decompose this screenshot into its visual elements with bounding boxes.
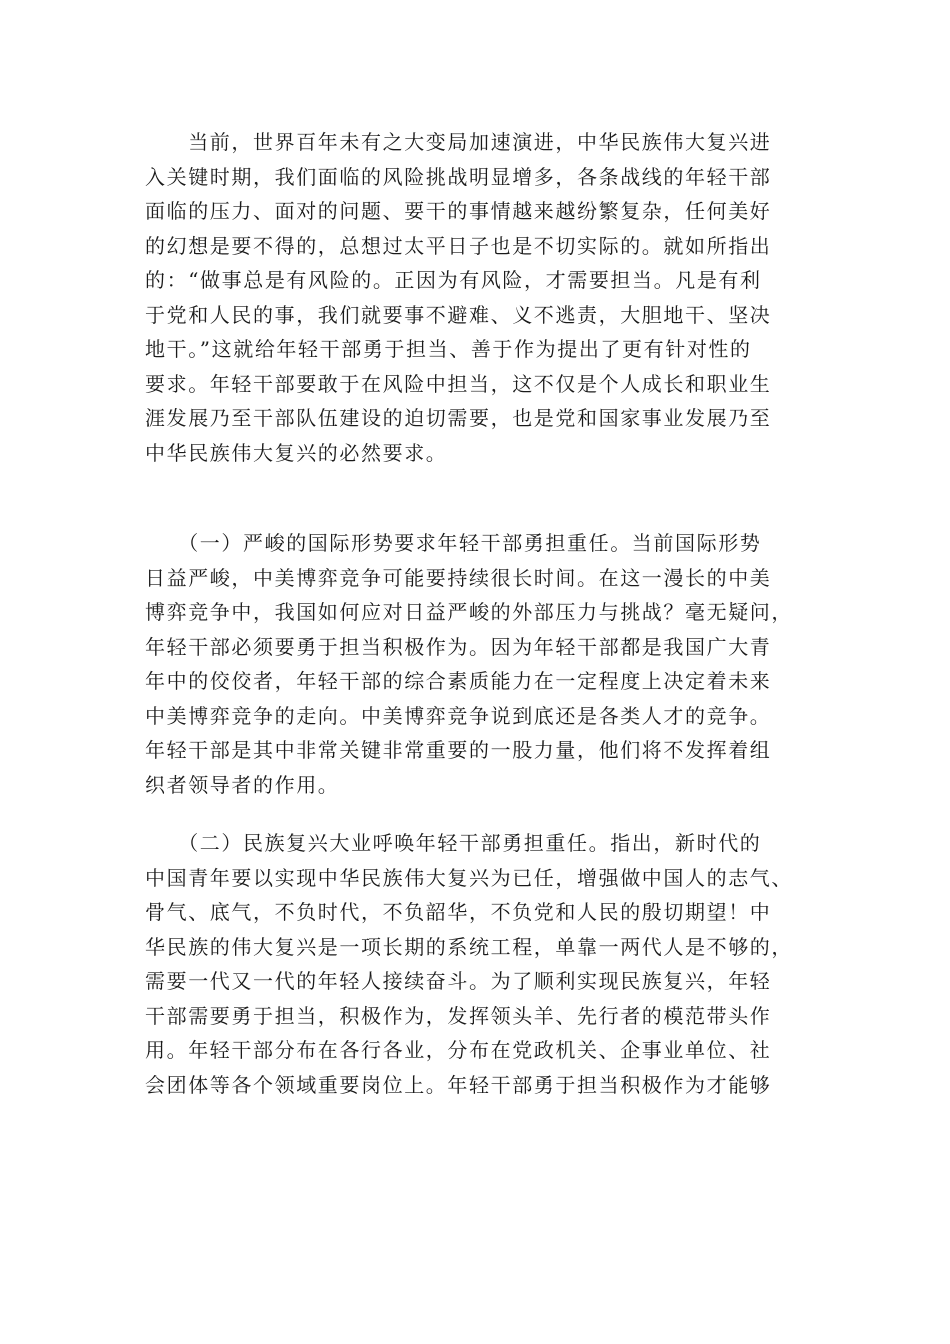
text-line: 织者领导者的作用。	[145, 772, 340, 797]
text-line: 日益严峻，中美博弈竞争可能要持续很长时间。在这一漫长的中美	[145, 565, 772, 590]
text-line: 的幻想是要不得的，总想过太平日子也是不切实际的。就如所指出	[145, 233, 772, 258]
paragraph-intro	[145, 125, 810, 470]
text-line: 骨气、底气，不负时代，不负韶华，不负党和人民的殷切期望！中	[145, 900, 772, 924]
text-line: 干部需要勇于担当，积极作为，发挥领头羊、先行者的模范带头作	[145, 1003, 772, 1028]
text-line: 面临的压力、面对的问题、要干的事情越来越纷繁复杂，任何美好	[145, 199, 772, 223]
text-line: 用。年轻干部分布在各行各业，分布在党政机关、企事业单位、社	[145, 1038, 772, 1062]
text-line: 需要一代又一代的年轻人接续奋斗。为了顺利实现民族复兴，年轻	[145, 969, 772, 993]
text-line: 年中的佼佼者，年轻干部的综合素质能力在一定程度上决定着未来	[145, 669, 772, 693]
text-line: 中国青年要以实现中华民族伟大复兴为已任，增强做中国人的志气、	[145, 865, 793, 890]
text-line: 会团体等各个领域重要岗位上。年轻干部勇于担当积极作为才能够	[145, 1072, 772, 1097]
paragraph-section-one	[145, 526, 810, 802]
text-line: 的：“做事总是有风险的。正因为有风险，才需要担当。凡是有利	[145, 268, 762, 292]
text-line: 涯发展乃至干部队伍建设的迫切需要，也是党和国家事业发展乃至	[145, 406, 772, 430]
text-line: （一）严峻的国际形势要求年轻干部勇担重任。当前国际形势	[145, 531, 762, 555]
text-line: 要求。年轻干部要敢于在风险中担当，这不仅是个人成长和职业生	[145, 371, 772, 396]
text-line: 于党和人民的事，我们就要事不避难、义不逃责，大胆地干、坚决	[145, 302, 772, 327]
text-line: 年轻干部是其中非常关键非常重要的一股力量，他们将不发挥着组	[145, 738, 772, 762]
text-line: 当前，世界百年未有之大变局加速演进，中华民族伟大复兴进	[145, 130, 772, 154]
text-line: 华民族的伟大复兴是一项长期的系统工程，单靠一两代人是不够的，	[145, 934, 793, 959]
text-line: 博弈竞争中，我国如何应对日益严峻的外部压力与挑战？毫无疑问，	[145, 600, 793, 624]
text-line: 中美博弈竞争的走向。中美博弈竞争说到底还是各类人才的竞争。	[145, 703, 772, 728]
text-line: 地干。”这就给年轻干部勇于担当、善于作为提出了更有针对性的	[145, 337, 752, 361]
text-line: 年轻干部必须要勇于担当积极作为。因为年轻干部都是我国广大青	[145, 634, 772, 659]
paragraph-section-two	[145, 826, 810, 1102]
text-line: 中华民族伟大复兴的必然要求。	[145, 440, 448, 465]
text-line: （二）民族复兴大业呼唤年轻干部勇担重任。指出，新时代的	[145, 831, 762, 855]
text-line: 入关键时期，我们面临的风险挑战明显增多，各条战线的年轻干部	[145, 164, 772, 189]
